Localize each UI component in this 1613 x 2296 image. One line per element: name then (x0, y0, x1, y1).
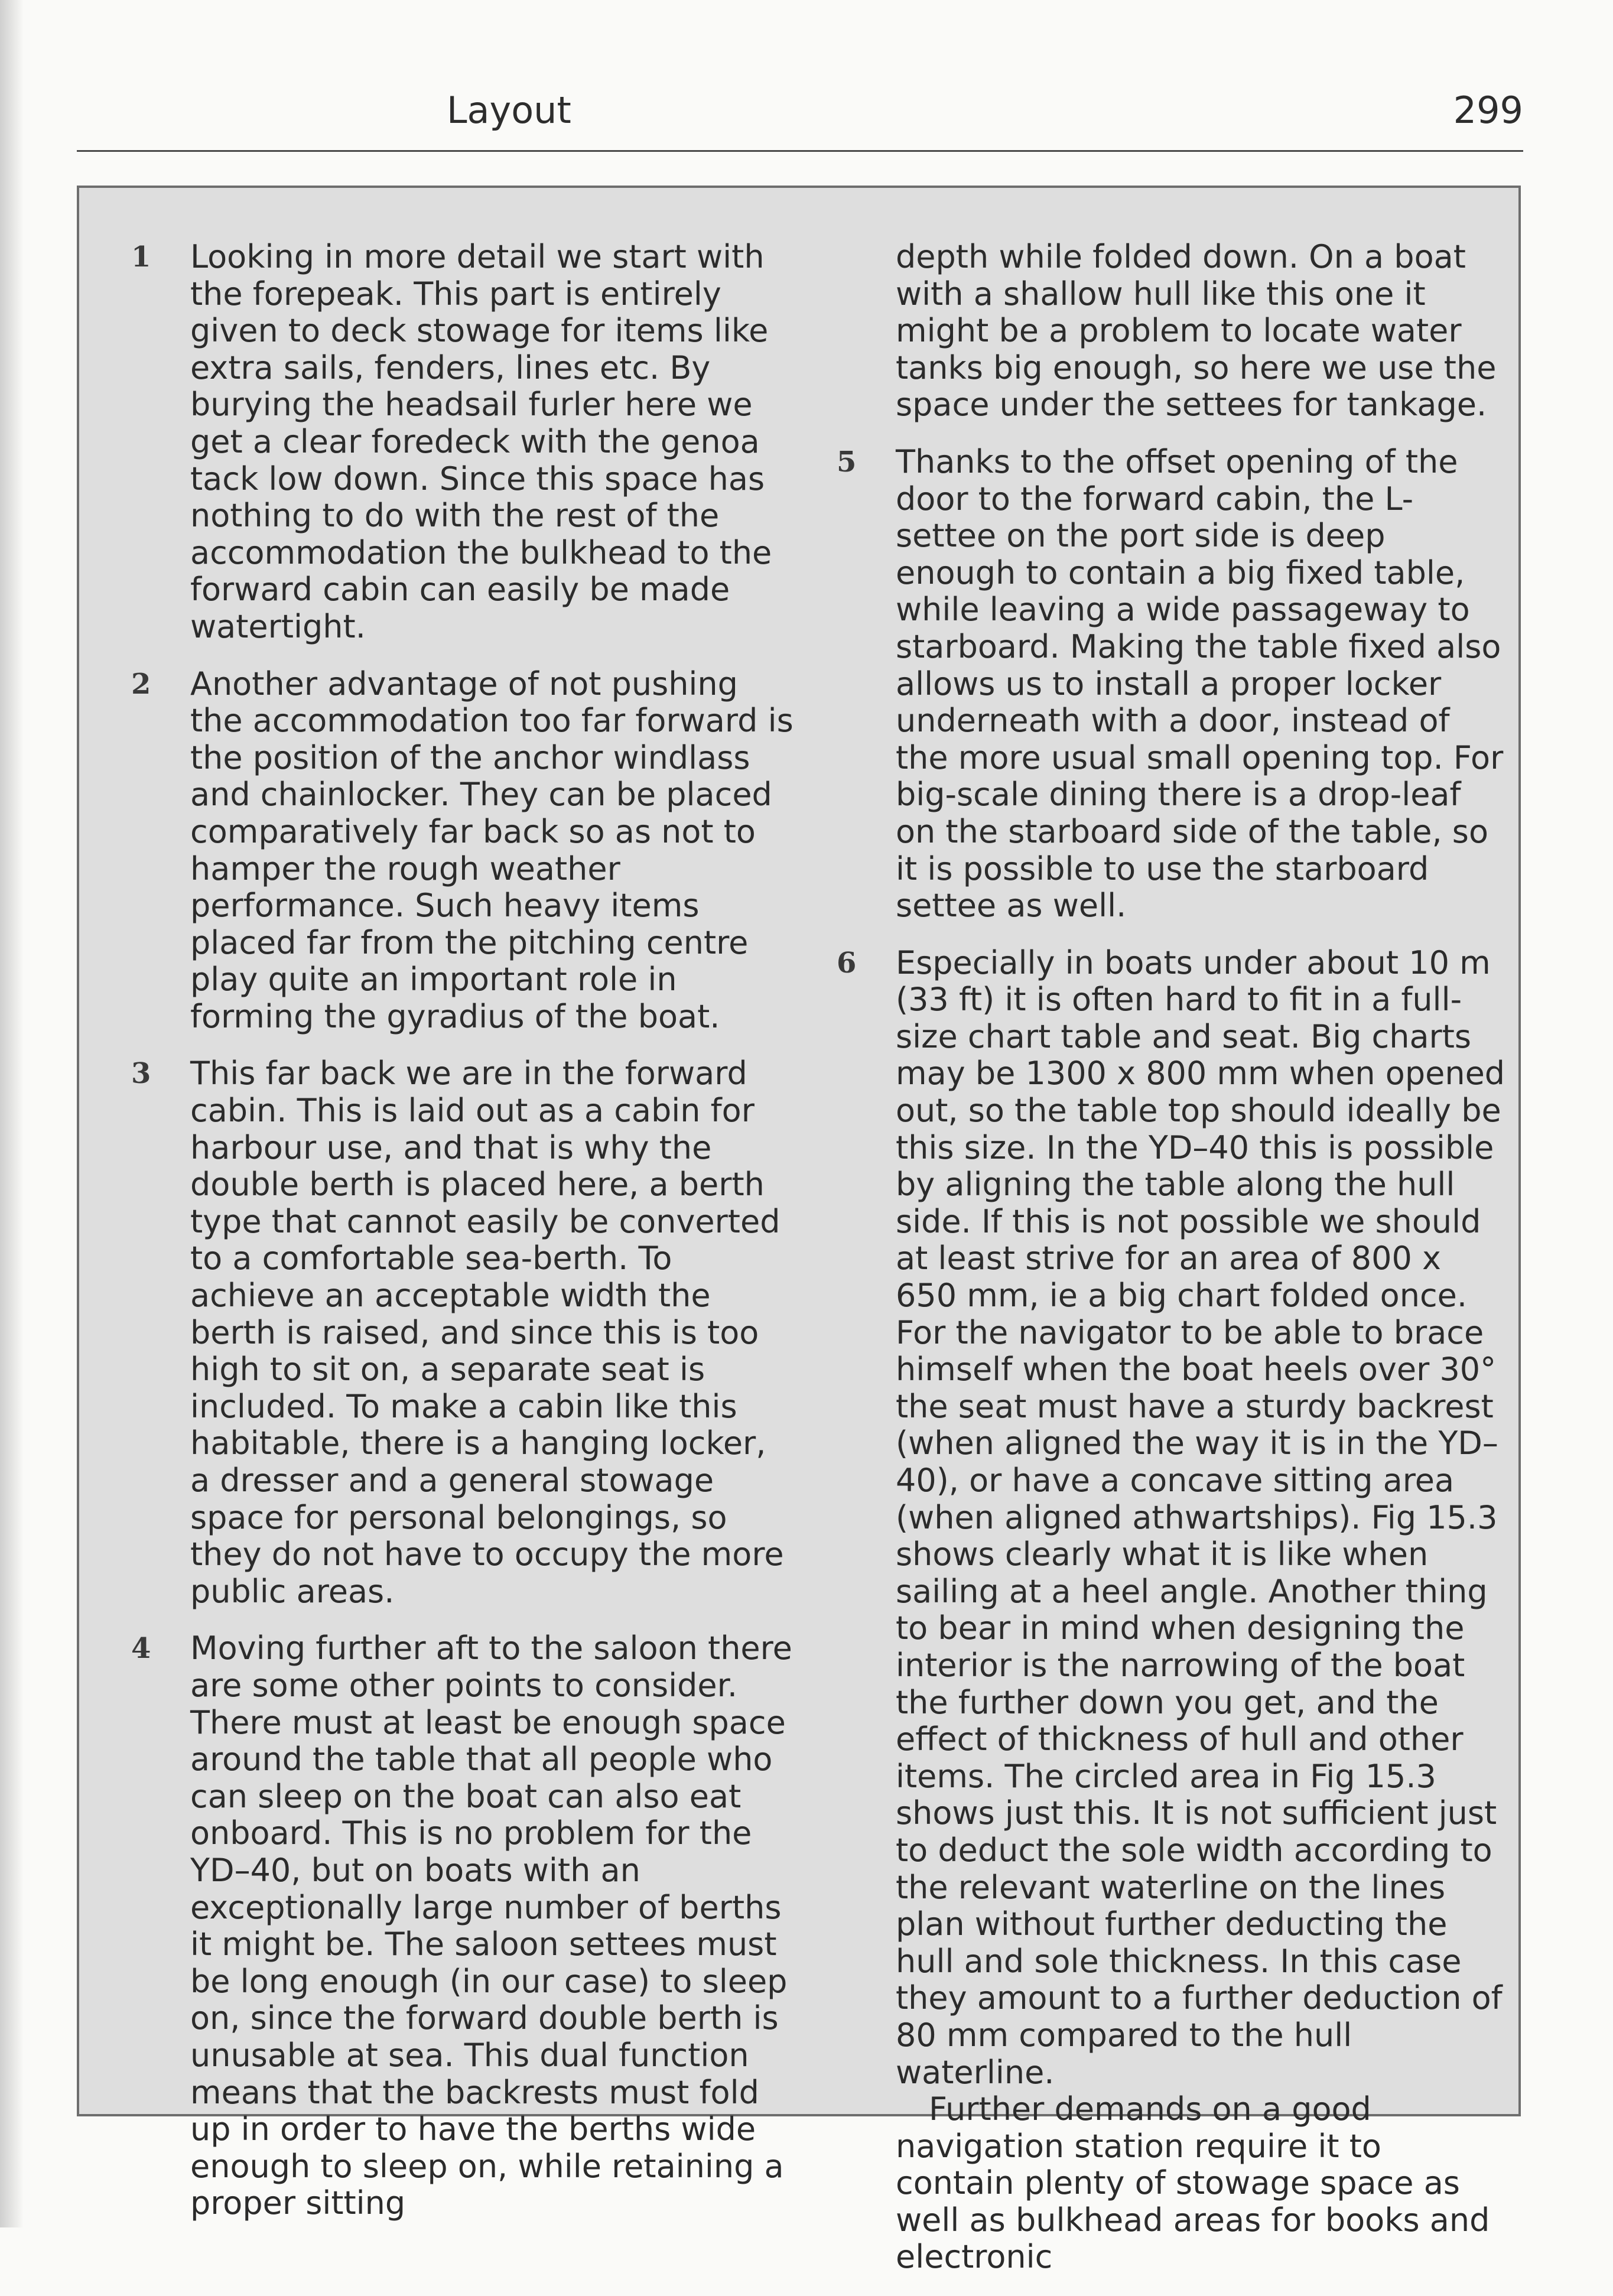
running-header (0, 89, 1613, 142)
binding-gutter-shadow (0, 0, 24, 2227)
follow-on-paragraph (820, 2091, 1505, 2276)
item-text: Especially in boats under about 10 m (33 ft) it is often hard to fit in a full-size chart table and seat. Big charts may be 1300 x 800 mm when opened out, so the table top should ideally be this size. In the YD–40 this is possible by aligning the table along the hull side. If this is not possible we should at least strive for an area of 800 x 650 mm, ie a big chart folded once. For the navigator to be able to brace himself when the boat heels over 30° the seat must have a sturdy backrest (when aligned the way it is in the YD–40), or have a concave sitting area (when aligned athwartships). Fig 15.3 shows clearly what it is like when sailing at a heel angle. Another thing to bear in mind when designing the interior is the narrowing of the boat the further down you get, and the effect of thickness of hull and other items. The circled area in Fig 15.3 shows just this. It is not sufficient just to deduct the sole width according to the relevant waterline on the lines plan without further deducting the hull and sole thickness. In this case they amount to a further deduction of 80 mm compared to the hull waterline. (896, 944, 1505, 2091)
list-item-3 (115, 1055, 794, 1610)
item-number: 3 (131, 1057, 151, 1091)
item-text: Another advantage of not pushing the accommodation too far forward is the position of the anchor windlass and chainlocker. They can be placed comparatively far back so as not to hamper the rough weather performance. Such heavy items placed far from the pitching centre play quite an important role in forming the gyradius of the boat. (190, 665, 794, 1035)
item-text: This far back we are in the forward cabin. This is laid out as a cabin for harbour use, and that is why the double berth is placed here, a berth type that cannot easily be converted to a comfortable sea-berth. To achieve an acceptable width the berth is raised, and since this is too high to sit on, a separate seat is included. To make a cabin like this habitable, there is a hanging locker, a dresser and a general stowage space for personal belongings, so they do not have to occupy the more public areas. (190, 1055, 784, 1610)
continued-text: depth while folded down. On a boat with a shallow hull like this one it might be a problem to locate water tanks big enough, so here we use the space under the settees for tankage. (896, 238, 1497, 424)
left-column (115, 239, 794, 2242)
item-number: 4 (131, 1632, 151, 1666)
list-item-6 (820, 945, 1505, 2091)
continued-paragraph (820, 239, 1505, 424)
running-title: Layout (447, 89, 571, 132)
item-text: Moving further aft to the saloon there are some other points to consider. There must at least be enough space around the table that all people who can sleep on the boat can also eat onboard. This is no problem for the YD–40, but on boats with an exceptionally large number of berths it might be. The saloon settees must be long enough (in our case) to sleep on, since the forward double berth is unusable at sea. This dual function means that the backrests must fold up in order to have the berths wide enough to sleep on, while retaining a proper sitting (190, 1630, 792, 2222)
shaded-text-panel (77, 186, 1521, 2276)
list-item-2 (115, 666, 794, 1036)
item-number: 1 (131, 240, 151, 274)
item-number: 2 (131, 667, 151, 701)
item-text: Looking in more detail we start with the forepeak. This part is entirely given to deck stowage for items like extra sails, fenders, lines etc. By burying the headsail furler here we get a clear foredeck with the genoa tack low down. Since this space has nothing to do with the rest of the accommodation the bulkhead to the forward cabin can easily be made watertight. (190, 238, 772, 645)
header-rule (77, 150, 1523, 152)
item-text: Thanks to the offset opening of the door to the forward cabin, the L-settee on the port side is deep enough to contain a big fixed table, while leaving a wide passageway to starboard. Making the table fixed also allows us to install a proper locker underneath with a door, instead of the more usual small opening top. For big-scale dining there is a drop-leaf on the starboard side of the table, so it is possible to use the starboard settee as well. (896, 443, 1504, 925)
list-item-4 (115, 1630, 794, 2222)
right-column (820, 239, 1505, 2296)
item-number: 6 (837, 946, 857, 980)
list-item-5 (820, 444, 1505, 925)
item-number: 5 (837, 445, 857, 479)
list-item-1 (115, 239, 794, 646)
follow-on-text: Further demands on a good navigation station require it to contain plenty of stowage space as well as bulkhead areas for books and electronic (896, 2090, 1490, 2276)
page-number: 299 (1453, 89, 1523, 132)
